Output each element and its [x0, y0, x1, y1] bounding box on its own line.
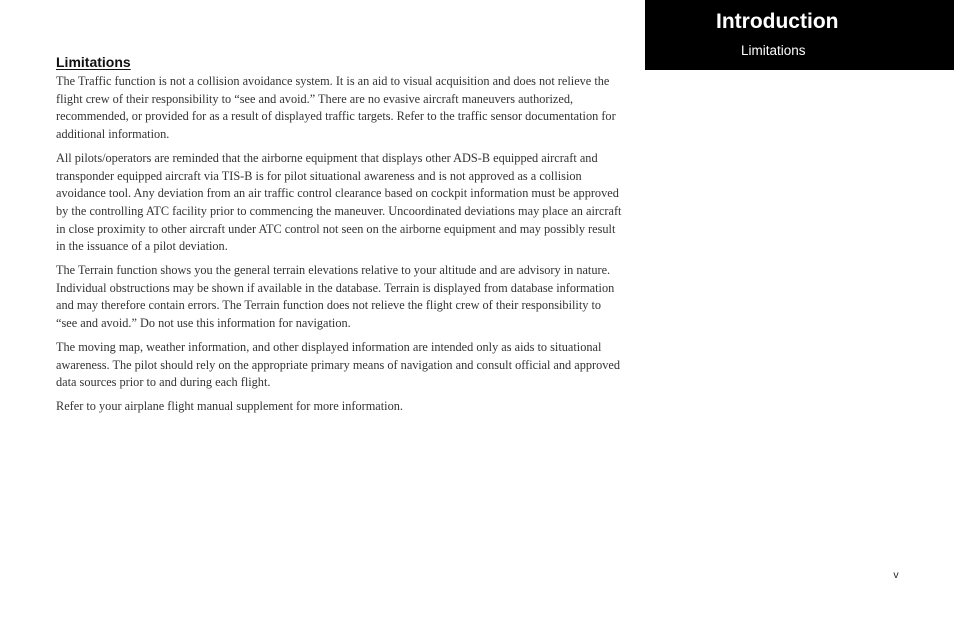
paragraph-refer: Refer to your airplane flight manual supplement for more information.: [56, 398, 403, 413]
chapter-subtitle: Limitations: [741, 43, 806, 58]
main-content: [56, 53, 622, 422]
paragraph-traffic: The Traffic function is not a collision avoidance system. It is an aid to visual acquisition and does not relieve the flight crew of their responsibility to “see and avoid.” There are no evasive aircraft maneuvers authorized, recommended, or provided for as a result of displayed traffic targets. Refer to the traffic sensor documentation for additional information.: [56, 74, 616, 142]
section-heading: Limitations: [56, 54, 131, 70]
chapter-header: [645, 0, 954, 70]
paragraph-moving-map: The moving map, weather information, and other displayed information are intended only as aids to situational awareness. The pilot should rely on the appropriate primary means of navigation and consult official and approved data sources prior to and during each flight.: [56, 339, 621, 390]
chapter-title: Introduction: [716, 10, 839, 33]
paragraph-ads-b: All pilots/operators are reminded that the airborne equipment that displays other ADS-B equipped aircraft and transponder equipped aircraft via TIS-B is for pilot situational awareness and is not approved as a collision avoidance tool. Any deviation from an air traffic control clearance based on cockpit information must be approved by the controlling ATC facility prior to commencing the maneuver. Uncoordinated deviations may place an aircraft in close proximity to other aircraft under ATC control not seen on the airborne equipment and may possibly result in the issuance of a pilot deviation.: [56, 150, 622, 254]
paragraph-terrain: The Terrain function shows you the general terrain elevations relative to your altitude and are advisory in nature. Individual obstructions may be shown if available in the database. Terrain is displayed from database information and may therefore contain errors. The Terrain function does not relieve the flight crew of their responsibility to “see and avoid.” Do not use this information for navigation.: [56, 263, 615, 331]
page-number: v: [893, 569, 899, 581]
